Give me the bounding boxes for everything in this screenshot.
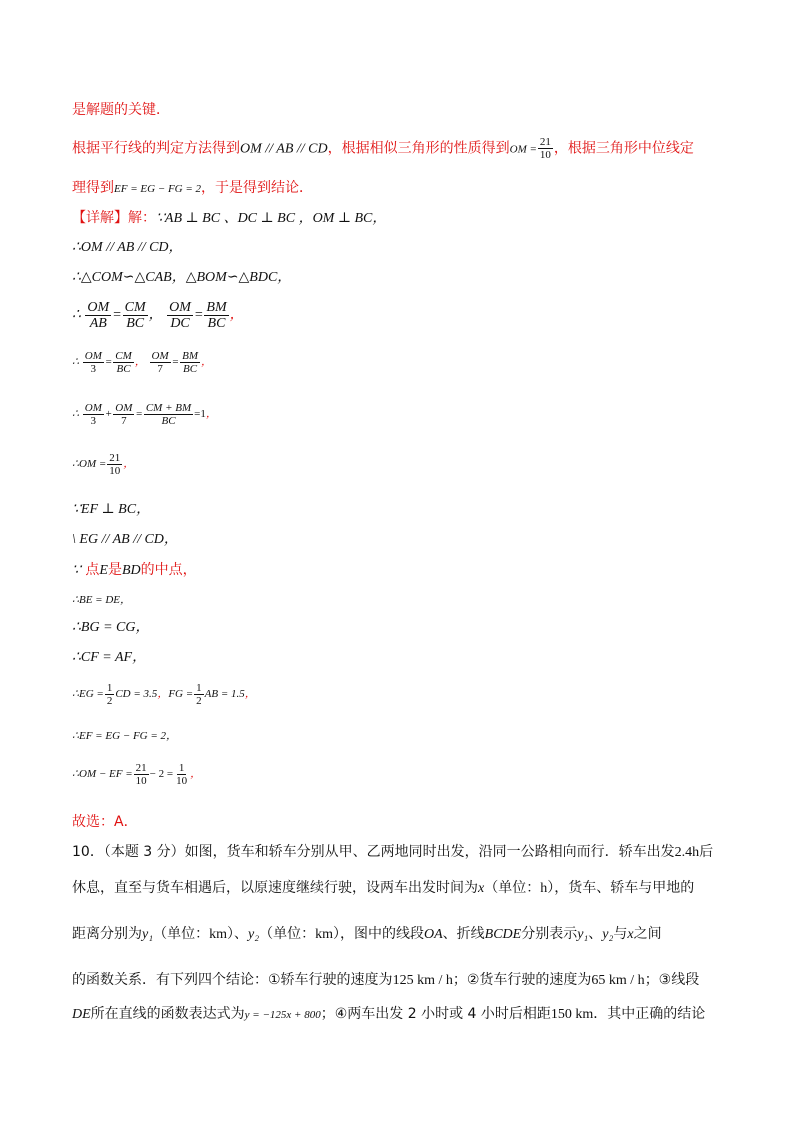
fraction [150,350,171,375]
denominator: 10 [135,775,147,787]
problem-text: ），图中的线段 [332,926,424,942]
detail-line-8: ∵EF ⊥ BC， [72,502,151,517]
problem-text: ；③线段 [644,972,700,988]
numerator: OM [87,300,110,315]
math-expr: BCDE [484,927,522,942]
problem-text: 、 [588,926,603,942]
detail-line-2: ∴OM // AB // CD， [72,240,183,255]
numerator: 1 [196,682,202,694]
intro-text: ，根据相似三角形的性质得到 [327,140,510,157]
math-expr: y₁ [577,927,589,942]
math-expr: CD = 3.5 [115,688,158,701]
denominator: BC [207,316,226,331]
intro-line-3 [72,178,313,199]
fraction [123,300,148,331]
fraction [134,762,149,787]
denominator: BC [161,415,176,427]
problem-text: 分别表示 [521,926,578,942]
denominator: AB [89,316,107,331]
problem-text: 的函数关系．有下列四个结论：①轿车行驶的速度为 [72,972,393,988]
problem-text: 与 [613,926,628,942]
problem-line-4 [72,970,699,991]
intro-line-2 [72,136,694,161]
problem-text: 后 [699,844,714,860]
math-expr: x [478,881,485,896]
numerator: 1 [178,762,185,774]
denominator: DC [170,316,190,331]
math-expr: km [209,927,227,942]
denominator: 3 [90,363,97,375]
numerator: CM [115,350,132,362]
math-expr: BD [121,563,141,578]
denominator: 10 [109,465,121,477]
math-expr: E [99,563,108,578]
numerator: CM [124,300,146,315]
fraction [204,300,228,331]
math-expr: OM // AB // CD [240,141,328,157]
problem-text: 所在直线的函数表达式为 [90,1006,245,1022]
problem-text: ）、 [226,926,248,942]
detail-line-1 [72,208,386,229]
fraction [180,350,200,375]
math-expr: y₂ [602,927,614,942]
detail-line-15: ∴EF = EG − FG = 2， [72,730,178,742]
detail-line-10 [72,560,197,581]
math-expr: km [315,927,333,942]
intro-text: 理得到 [72,180,114,196]
math-expr: h [540,881,548,896]
numerator: CM + BM [145,402,192,414]
problem-text: 之间 [633,926,662,942]
because-symbol: ∵ [72,563,81,578]
detail-label: 【详解】解： [72,210,156,226]
denominator: 10 [176,775,188,787]
problem-line-5 [72,1004,705,1025]
detail-line-16: ∴OM − EF = $\frac{21}{10}$ − 2 = $\frac{1}{10}$ ， [72,762,202,787]
fraction [85,300,111,331]
detail-line-3: ∴△COM∽△CAB，△BOM∽△BDC， [72,270,292,285]
numerator: 21 [539,136,551,148]
denominator: BC [183,363,198,375]
detail-line-5: ∴ $\frac{OM}{3}$ = $\frac{CM}{BC}$ ， $\frac{OM}{7}$ = $\frac{BM}{BC}$ ， [72,350,212,375]
problem-text: 、折线 [442,926,485,942]
fraction [538,136,553,161]
numerator: OM [84,350,102,362]
detail-text: 是 [107,562,122,578]
numerator: 1 [106,682,113,694]
denominator: BC [116,363,131,375]
denominator: BC [126,316,145,331]
math-expr: − 2 = [149,768,174,781]
fraction [105,682,115,707]
numerator: OM [169,300,191,315]
intro-text: ，根据三角形中位线定 [553,140,694,157]
problem-line-2 [72,878,694,899]
separator: ， [157,688,169,701]
problem-text: （单位： [153,926,210,942]
problem-text: ．其中正确的结论 [593,1006,706,1022]
problem-text: ；④两车出发 2 小时或 4 小时后相距 [320,1006,551,1022]
math-expr: ∴OM − EF = [72,768,133,781]
intro-text: ，于是得到结论． [201,180,314,196]
math-expr: AB = 1.5 [204,688,245,701]
problem-line-3 [72,924,662,945]
denominator: 7 [121,415,127,427]
detail-line-13: ∴CF = AF， [72,650,147,665]
math-expr: OM = [509,143,537,156]
fraction [194,682,204,707]
math-expr: =1 [194,408,206,421]
denominator: 10 [539,149,551,161]
math-expr: ∴EG = [72,688,104,701]
therefore-symbol: ∴ [72,356,79,369]
denominator: 2 [106,695,113,707]
problem-text: 距离分别为 [72,926,142,942]
numerator: 21 [109,452,121,464]
denominator: 7 [157,363,163,375]
problem-text: 10．（本题 3 分）如图，货车和轿车分别从甲、乙两地同时出发，沿同一公路相向而行．轿车出发 [72,844,675,860]
detail-line-9: \ EG // AB // CD， [72,532,178,547]
detail-line-7: ∴OM = $\frac{21}{10}$ ， [72,452,135,477]
fraction [144,402,193,427]
detail-line-11: ∴BE = DE， [72,594,132,606]
fraction [107,452,122,477]
denominator: 3 [90,415,97,427]
math-expr: ∴OM = [72,458,107,471]
answer-line: 故选：A． [72,814,138,830]
math-expr: y = −125x + 800 [244,1009,321,1021]
numerator: BM [206,300,227,315]
math-expr: 150 km [550,1007,594,1022]
detail-text: 的中点， [140,562,197,578]
math-expr: ∵AB ⊥ BC 、DC ⊥ BC ，OM ⊥ BC， [156,211,387,226]
math-expr: OA [423,927,443,942]
numerator: OM [115,402,133,414]
intro-text: 根据平行线的判定方法得到 [72,140,240,157]
numerator: OM [84,402,102,414]
math-expr: y₁ [142,927,154,942]
numerator: OM [151,350,169,362]
math-expr: DE [72,1007,91,1022]
numerator: 21 [135,762,147,774]
problem-text: 休息，直至与货车相遇后，以原速度继续行驶，设两车出发时间为 [72,880,478,896]
therefore-symbol: ∴ [72,307,81,323]
problem-line-1 [72,842,713,863]
numerator: BM [182,350,198,362]
fraction [83,350,104,375]
therefore-symbol: ∴ [72,408,79,421]
detail-line-4: ∴ $\frac{OM}{AB}$ = $\frac{CM}{BC}$ ， $\frac{OM}{DC}$ = $\frac{BM}{BC}$ ， [72,300,244,331]
math-expr: 125 km / h [392,973,453,988]
problem-text: （单位： [484,880,541,896]
fraction [113,402,134,427]
intro-line-1: 是解题的关键． [72,102,170,118]
math-expr: 65 km / h [591,973,645,988]
detail-line-14: ∴EG = $\frac{1}{2}$ CD = 3.5，FG = $\frac{1}{2}$ AB = 1.5， [72,682,256,707]
problem-text: ），货车、轿车与甲地的 [547,880,695,896]
denominator: 2 [196,695,202,707]
math-expr: EF = EG − FG = 2 [114,183,202,195]
problem-text: （单位： [259,926,316,942]
fraction [174,762,189,787]
detail-text: 点 [85,562,100,578]
fraction [113,350,134,375]
math-expr: FG = [168,688,194,701]
fraction [83,402,104,427]
math-expr: x [627,927,634,942]
detail-line-6: ∴ $\frac{OM}{3}$ + $\frac{OM}{7}$ = $\frac{CM + BM}{BC}$ =1， [72,402,217,427]
math-expr: y₂ [247,927,260,942]
problem-text: ；②货车行驶的速度为 [452,972,592,988]
fraction [167,300,193,331]
detail-line-12: ∴BG = CG， [72,620,150,635]
math-expr: 2.4h [674,845,700,860]
